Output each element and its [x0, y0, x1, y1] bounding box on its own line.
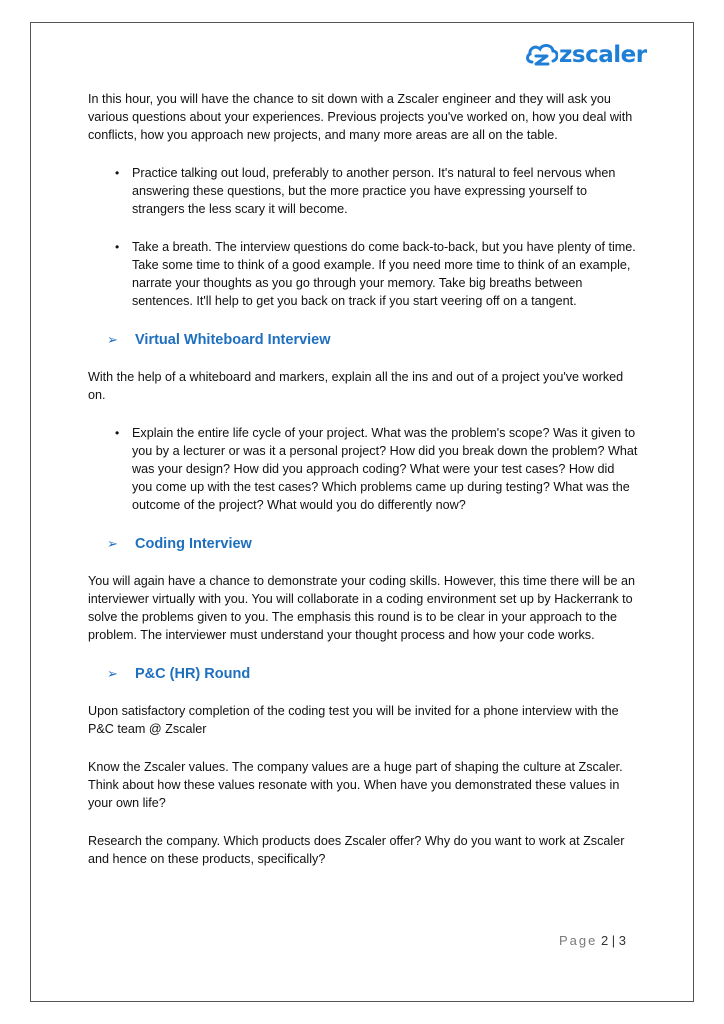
intro-paragraph: In this hour, you will have the chance to sit down with a Zscaler engineer and they will ask you various questions about your experiences. Previous projects you've worked on, how you deal with conflicts, how you approach new projects, and many more areas are all on the table. — [88, 92, 633, 142]
section-heading-coding: ➢ Coding Interview — [88, 534, 638, 554]
hr-paragraph: Research the company. Which products does Zscaler offer? Why do you want to work at Zscaler and hence on these products, specifically? — [88, 834, 625, 866]
list-item: • Take a breath. The interview questions do come back-to-back, but you have plenty of time. Take some time to think of a good example. If you need more time to think of an example, narrate your thoughts as you go through your memory. Take big breaths between sentences. It'll help to get you back on track if you start veering off on a tangent. — [115, 240, 636, 308]
page-label: Page — [558, 933, 598, 948]
bullet-icon: • — [115, 166, 120, 180]
arrow-bullet-icon: ➢ — [107, 666, 118, 681]
arrow-bullet-icon: ➢ — [107, 332, 118, 347]
logo-text: zscaler — [559, 41, 647, 68]
zscaler-logo — [526, 40, 647, 70]
hr-paragraph: Know the Zscaler values. The company values are a huge part of shaping the culture at Zscaler. Think about how these values resonate with you. When have you demonstrated these values in your own life? — [88, 760, 623, 810]
page-footer — [559, 933, 626, 948]
document-body — [88, 90, 638, 888]
list-item: • Practice talking out loud, preferably to another person. It's natural to feel nervous when answering these questions, but the more practice you have expressing yourself to strangers the less scary it will become. — [115, 166, 616, 216]
bullet-icon: • — [115, 240, 120, 254]
intro-bullet-list — [88, 164, 638, 310]
section-heading-hr: ➢ P&C (HR) Round — [88, 664, 638, 684]
page-number: 2 | 3 — [600, 933, 626, 948]
whiteboard-paragraph: With the help of a whiteboard and markers, explain all the ins and out of a project you've worked on. — [88, 370, 624, 402]
arrow-bullet-icon: ➢ — [107, 536, 118, 551]
bullet-icon: • — [115, 426, 120, 440]
list-item: • Explain the entire life cycle of your project. What was the problem's scope? Was it given to you by a lecturer or was it a personal project? How did you break down the problem? What was your design? How did you approach coding? What were your test cases? How did you come up with the test cases? Which problems came up during testing? What was the outcome of the project? What would you do differently now? — [115, 426, 638, 512]
zscaler-cloud-icon — [526, 42, 558, 68]
coding-paragraph: You will again have a chance to demonstrate your coding skills. However, this time there will be an interviewer virtually with you. You will collaborate in a coding environment set up by Hackerrank to solve the problems given to you. The emphasis this round is to be clear in your approach to the problem. The interviewer must understand your thought process and how your code works. — [88, 574, 635, 642]
section-heading-whiteboard: ➢ Virtual Whiteboard Interview — [88, 330, 638, 350]
whiteboard-bullet-list — [88, 424, 638, 514]
hr-paragraph: Upon satisfactory completion of the coding test you will be invited for a phone interview with the P&C team @ Zscaler — [88, 704, 619, 736]
